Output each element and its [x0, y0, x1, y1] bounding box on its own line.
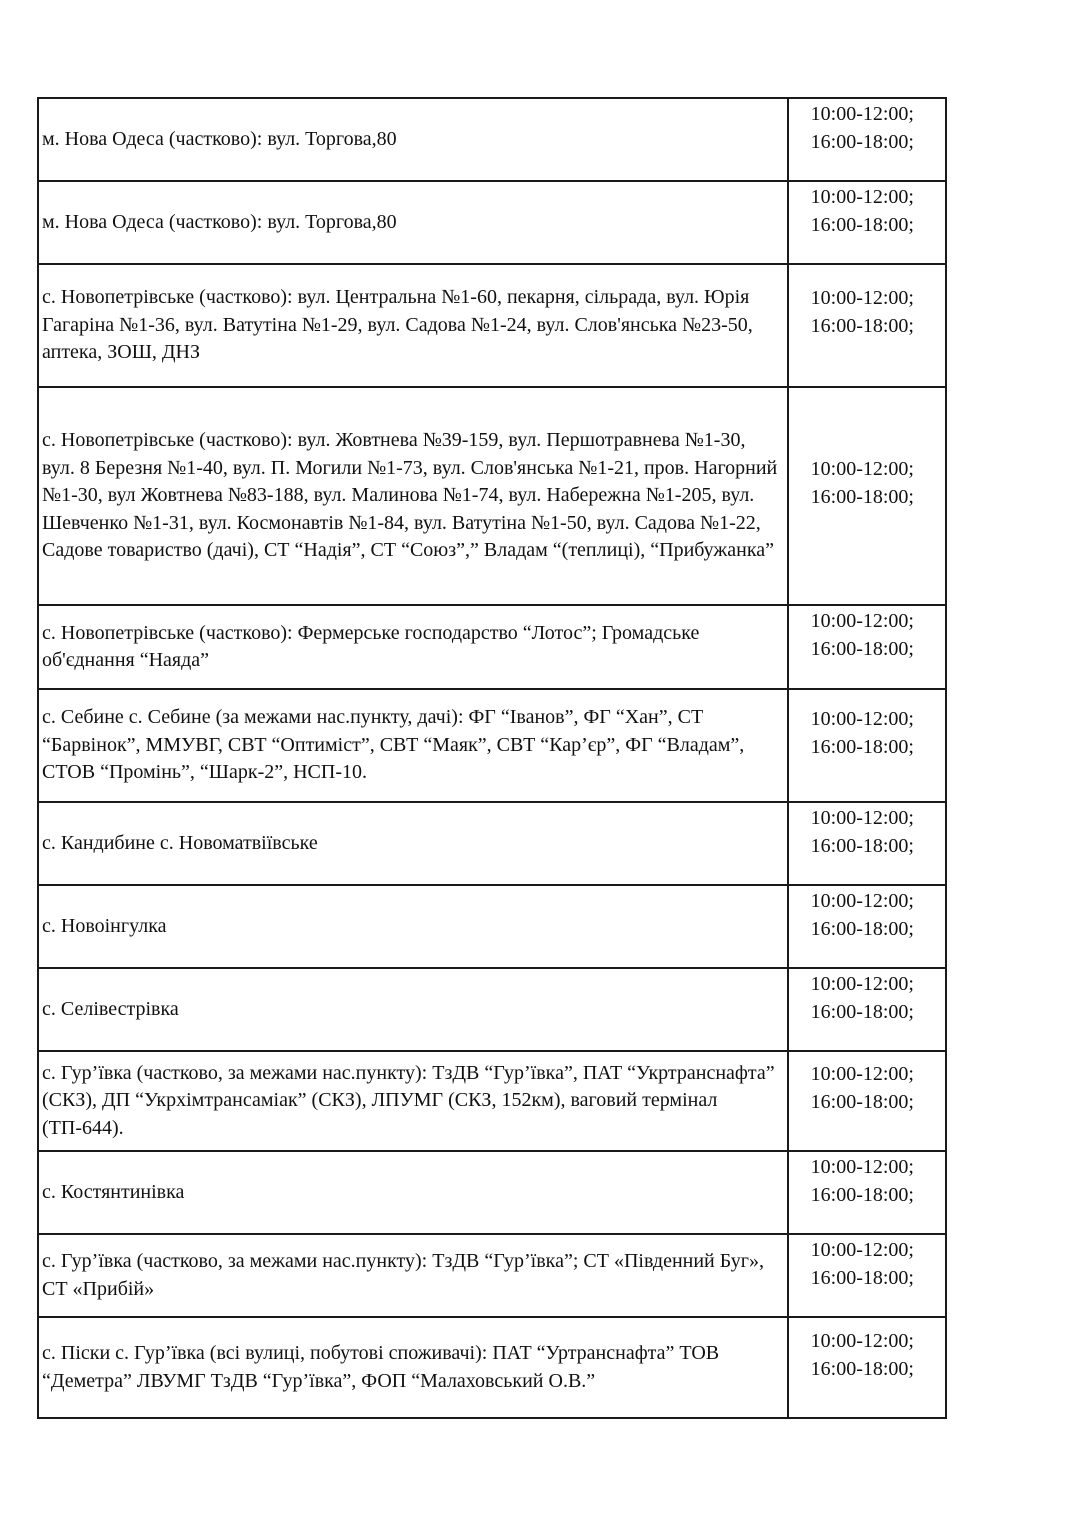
- area-cell: [38, 605, 788, 689]
- table-row: [38, 1234, 946, 1317]
- time-slot-evening: 16:00-18:00;: [810, 1090, 914, 1113]
- time-slot-morning: 10:00-12:00;: [810, 186, 914, 208]
- table-row: [38, 181, 946, 264]
- area-text: с. Себине с. Себине (за межами нас.пункту, дачі): ФГ “Іванов”, ФГ “Хан”, СТ “Барвінок”, ММУВГ, СВТ “Оптиміст”, СВТ “Маяк”, СВТ “Кар’єр”, ФГ “Владам”, СТОВ “Промінь”, “Шарк-2”, НСП-10.: [42, 706, 745, 784]
- area-cell: [38, 1051, 788, 1151]
- time-slot-morning: 10:00-12:00;: [810, 973, 914, 995]
- time-slot-morning: 10:00-12:00;: [810, 807, 914, 829]
- time-slot-evening: 16:00-18:00;: [810, 917, 914, 940]
- time-slot-morning: 10:00-12:00;: [810, 708, 914, 730]
- table-row: [38, 689, 946, 802]
- time-cell: [788, 1051, 946, 1151]
- time-slot-evening: 16:00-18:00;: [810, 130, 914, 153]
- table-row: [38, 387, 946, 605]
- time-slot-morning: 10:00-12:00;: [810, 287, 914, 309]
- area-cell: [38, 1317, 788, 1418]
- time-slot-evening: 16:00-18:00;: [810, 1266, 914, 1289]
- area-text: м. Нова Одеса (частково): вул. Торгова,80: [42, 127, 397, 150]
- area-cell: [38, 98, 788, 181]
- time-slot-evening: 16:00-18:00;: [810, 1000, 914, 1023]
- area-cell: [38, 264, 788, 387]
- area-text: с. Селівестрівка: [42, 997, 179, 1020]
- outage-schedule-table: [37, 97, 947, 1419]
- area-cell: [38, 689, 788, 802]
- time-slot-morning: 10:00-12:00;: [810, 1156, 914, 1178]
- area-cell: [38, 968, 788, 1051]
- time-cell: [788, 885, 946, 968]
- area-text: с. Костянтинівка: [42, 1180, 185, 1203]
- time-slot-morning: 10:00-12:00;: [810, 890, 914, 912]
- time-slot-evening: 16:00-18:00;: [810, 1183, 914, 1206]
- area-cell: [38, 181, 788, 264]
- table-row: [38, 1151, 946, 1234]
- table-row: [38, 1051, 946, 1151]
- area-text: с. Новоінгулка: [42, 914, 167, 937]
- table-row: [38, 885, 946, 968]
- time-slot-morning: 10:00-12:00;: [810, 1330, 914, 1352]
- area-text: с. Кандибине с. Новоматвіївське: [42, 831, 318, 854]
- time-slot-evening: 16:00-18:00;: [810, 735, 914, 758]
- table-row: [38, 264, 946, 387]
- time-slot-evening: 16:00-18:00;: [810, 637, 914, 660]
- time-cell: [788, 1317, 946, 1418]
- time-cell: [788, 802, 946, 885]
- time-cell: [788, 264, 946, 387]
- area-cell: [38, 885, 788, 968]
- time-cell: [788, 387, 946, 605]
- time-slot-morning: 10:00-12:00;: [810, 1239, 914, 1261]
- area-text: с. Новопетрівське (частково): вул. Центральна №1-60, пекарня, сільрада, вул. Юрія Гагаріна №1-36, вул. Ватутіна №1-29, вул. Садова №1-24, вул. Слов'янська №23-50, аптека, ЗОШ, ДНЗ: [42, 286, 753, 364]
- time-cell: [788, 98, 946, 181]
- time-cell: [788, 181, 946, 264]
- table-row: [38, 802, 946, 885]
- time-slot-evening: 16:00-18:00;: [810, 485, 914, 508]
- table-row: [38, 1317, 946, 1418]
- area-text: с. Новопетрівське (частково): Фермерське господарство “Лотос”; Громадське об'єднання “Наяда”: [42, 621, 700, 671]
- time-slot-evening: 16:00-18:00;: [810, 213, 914, 236]
- time-slot-evening: 16:00-18:00;: [810, 1357, 914, 1380]
- table-row: [38, 968, 946, 1051]
- time-slot-morning: 10:00-12:00;: [810, 610, 914, 632]
- time-cell: [788, 1151, 946, 1234]
- area-text: м. Нова Одеса (частково): вул. Торгова,80: [42, 210, 397, 233]
- time-slot-morning: 10:00-12:00;: [810, 103, 914, 125]
- time-slot-evening: 16:00-18:00;: [810, 834, 914, 857]
- area-cell: [38, 802, 788, 885]
- time-slot-morning: 10:00-12:00;: [810, 458, 914, 480]
- time-slot-evening: 16:00-18:00;: [810, 314, 914, 337]
- area-cell: [38, 387, 788, 605]
- time-slot-morning: 10:00-12:00;: [810, 1063, 914, 1085]
- time-cell: [788, 968, 946, 1051]
- table-row: [38, 98, 946, 181]
- table-row: [38, 605, 946, 689]
- area-text: с. Гур’ївка (частково, за межами нас.пункту): ТзДВ “Гур’ївка”; СТ «Південний Буг», СТ «Прибій»: [42, 1250, 764, 1300]
- area-text: с. Гур’ївка (частково, за межами нас.пункту): ТзДВ “Гур’ївка”, ПАТ “Укртранснафта” (СКЗ), ДП “Укрхімтрансаміак” (СКЗ), ЛПУМГ (СКЗ, 152км), ваговий термінал (ТП-644).: [42, 1061, 775, 1139]
- area-text: с. Піски с. Гур’ївка (всі вулиці, побутові споживачі): ПАТ “Уртранснафта” ТОВ “Деметра” ЛВУМГ ТзДВ “Гур’ївка”, ФОП “Малаховський О.В.”: [42, 1342, 720, 1392]
- time-cell: [788, 1234, 946, 1317]
- time-cell: [788, 689, 946, 802]
- area-text: с. Новопетрівське (частково): вул. Жовтнева №39-159, вул. Першотравнева №1-30, вул. 8 Березня №1-40, вул. П. Могили №1-73, вул. Слов'янська №1-21, пров. Нагорний №1-30, вул Жовтнева №83-188, вул. Малинова №1-74, вул. Набережна №1-205, вул. Шевченко №1-31, вул. Космонавтів №1-84, вул. Ватутіна №1-50, вул. Садова №1-22, Садове товариство (дачі), СТ “Надія”, СТ “Союз”,” Владам “(теплиці), “Прибужанка”: [42, 429, 778, 562]
- time-cell: [788, 605, 946, 689]
- area-cell: [38, 1234, 788, 1317]
- area-cell: [38, 1151, 788, 1234]
